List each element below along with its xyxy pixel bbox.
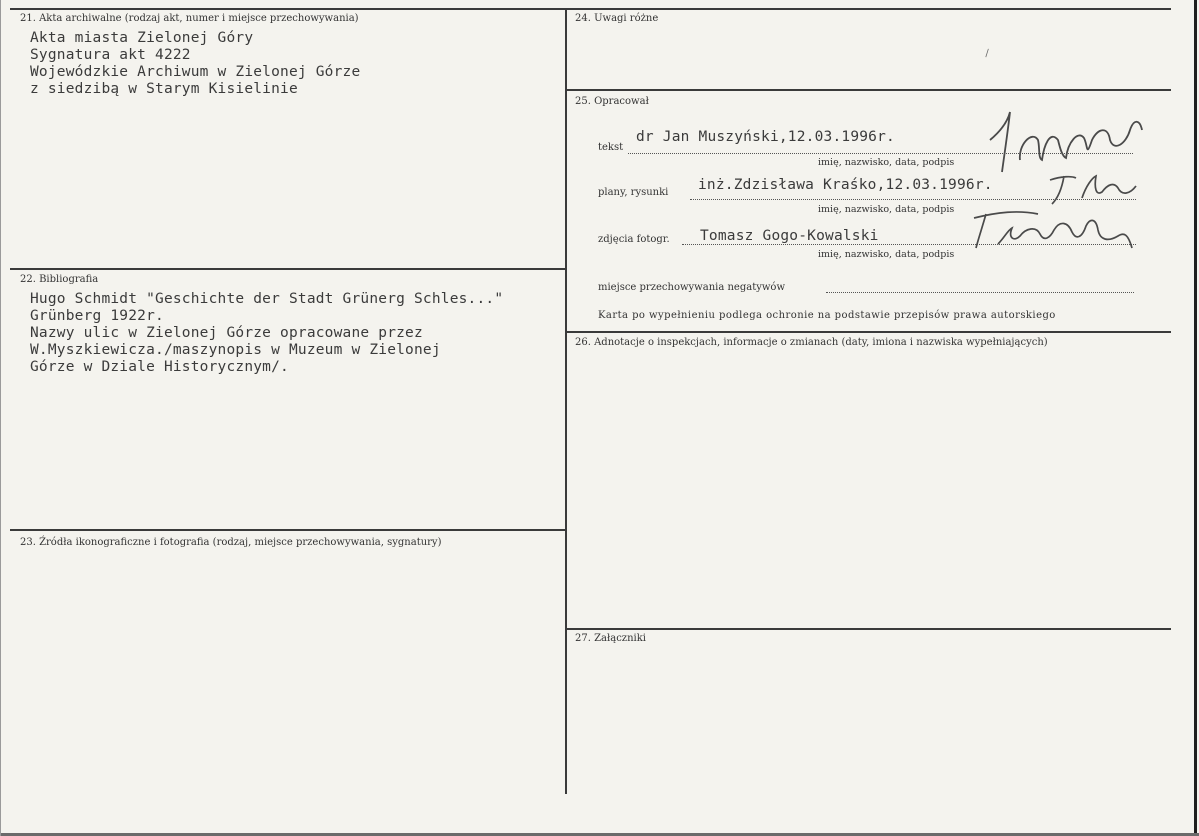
s21-line-1: Akta miasta Zielonej Góry [30, 30, 254, 46]
section-25-label: 25. Opracował [575, 96, 649, 107]
negatywy-label: miejsce przechowywania negatywów [598, 282, 785, 293]
divider-25-26 [567, 331, 1171, 333]
s22-line-1: Hugo Schmidt "Geschichte der Stadt Grünerg Schles..." [30, 291, 504, 307]
s22-line-3: Nazwy ulic w Zielonej Górze opracowane przez [30, 325, 423, 341]
plany-label: plany, rysunki [598, 187, 669, 198]
s22-line-5: Górze w Dziale Historycznym/. [30, 359, 289, 375]
left-border [0, 0, 1, 836]
zdjecia-label: zdjęcia fotogr. [598, 234, 670, 245]
column-divider [565, 8, 567, 794]
s21-line-3: Wojewódzkie Archiwum w Zielonej Górze [30, 64, 361, 80]
s21-line-2: Sygnatura akt 4222 [30, 47, 191, 63]
signature-tekst [980, 100, 1150, 175]
section-21-label: 21. Akta archiwalne (rodzaj akt, numer i miejsce przechowywania) [20, 13, 359, 24]
divider-22-23 [10, 529, 565, 531]
copyright-note: Karta po wypełnieniu podlega ochronie na podstawie przepisów prawa autorskiego [598, 310, 1056, 321]
tekst-value: dr Jan Muszyński,12.03.1996r. [636, 129, 895, 145]
section-23-label: 23. Źródła ikonograficzne i fotografia (rodzaj, miejsce przechowywania, sygnatury) [20, 537, 442, 548]
s22-line-2: Grünberg 1922r. [30, 308, 164, 324]
tekst-label: tekst [598, 142, 624, 153]
signature-zdjecia [968, 208, 1138, 258]
zdjecia-caption: imię, nazwisko, data, podpis [818, 249, 955, 260]
signature-plany [1042, 170, 1142, 208]
zdjecia-value: Tomasz Gogo-Kowalski [700, 228, 879, 244]
section-24-label: 24. Uwagi różne [575, 13, 659, 24]
right-border [1194, 0, 1197, 836]
divider-21-22 [10, 268, 565, 270]
section-22-label: 22. Bibliografia [20, 274, 99, 285]
section-26-label: 26. Adnotacje o inspekcjach, informacje o zmianach (daty, imiona i nazwiska wypełniających) [575, 337, 1048, 348]
divider-24-25 [567, 89, 1171, 91]
s21-line-4: z siedzibą w Starym Kisielinie [30, 81, 298, 97]
tekst-caption: imię, nazwisko, data, podpis [818, 157, 955, 168]
top-border [10, 8, 1171, 10]
section-27-label: 27. Załączniki [575, 633, 646, 644]
s22-line-4: W.Myszkiewicza./maszynopis w Muzeum w Zielonej [30, 342, 441, 358]
divider-26-27 [567, 628, 1171, 630]
plany-value: inż.Zdzisława Kraśko,12.03.1996r. [698, 177, 993, 193]
pen-mark: \ [982, 48, 992, 59]
negatywy-line [826, 292, 1134, 293]
plany-caption: imię, nazwisko, data, podpis [818, 204, 955, 215]
